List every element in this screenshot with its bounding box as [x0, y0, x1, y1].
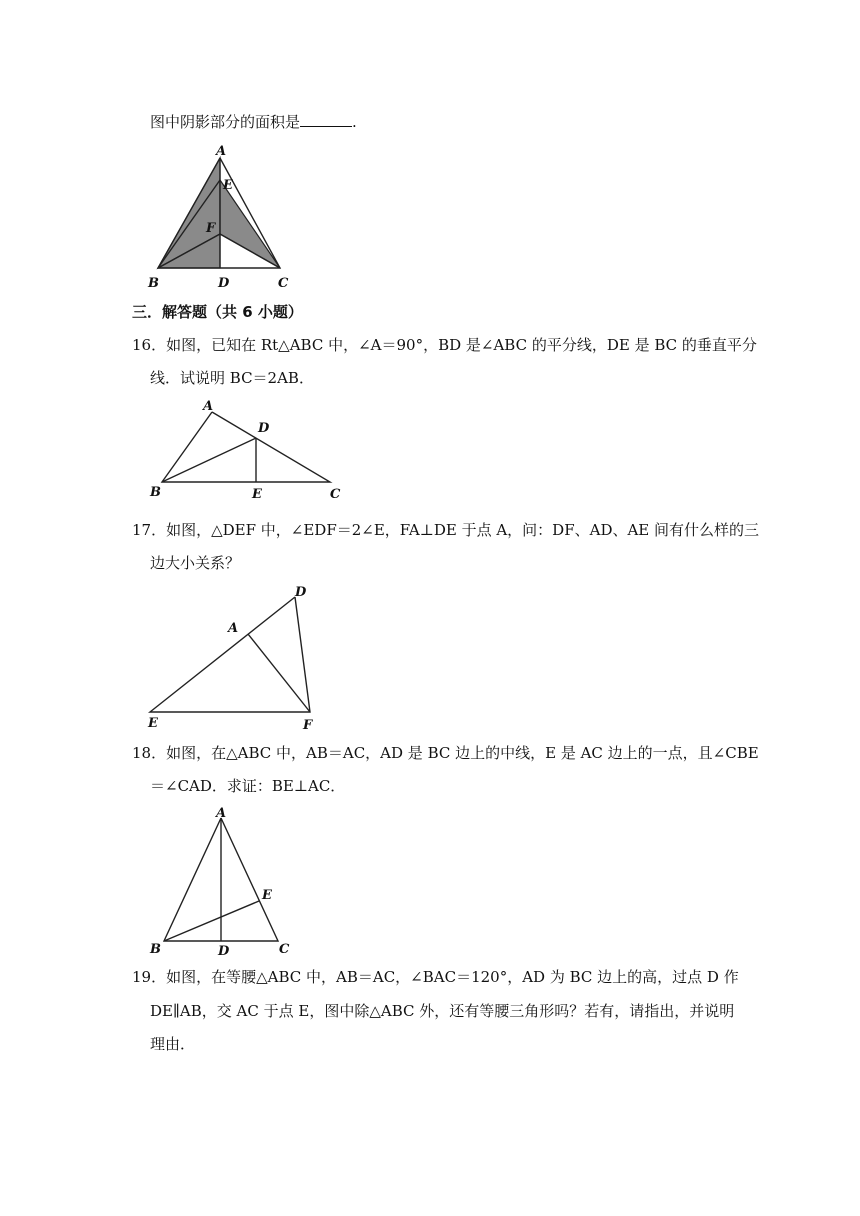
label-a: A: [203, 399, 214, 414]
label-c: C: [279, 942, 290, 957]
triangle-abc: [162, 412, 330, 482]
label-f: F: [206, 221, 216, 236]
q16-line-1: 16．如图，已知在 Rt△ABC 中，∠A＝90°，BD 是∠ABC 的平分线，DE 是 BC 的垂直平分: [132, 336, 757, 354]
label-e: E: [148, 716, 158, 731]
label-d: D: [218, 276, 230, 291]
label-e: E: [262, 888, 272, 903]
shaded-region-ecf: [220, 180, 280, 268]
segment-bd: [162, 438, 256, 482]
q15-end: .: [352, 113, 357, 131]
label-a: A: [216, 806, 227, 821]
triangle-def: [150, 597, 310, 712]
label-f: F: [303, 718, 313, 733]
q17-line-2: 边大小关系？: [150, 554, 241, 572]
q19-line-3: 理由．: [150, 1035, 196, 1053]
label-d: D: [258, 421, 270, 436]
label-e: E: [223, 178, 233, 193]
label-a: A: [228, 621, 239, 636]
q18-line-2: ＝∠CAD．求证：BE⊥AC．: [150, 777, 346, 795]
label-e: E: [252, 487, 262, 502]
label-b: B: [150, 485, 161, 500]
figure-q15-shaded-triangle: [140, 140, 310, 295]
label-c: C: [278, 276, 289, 291]
label-b: B: [150, 942, 161, 957]
q15-fill-in-line: [150, 112, 357, 132]
label-c: C: [330, 487, 341, 502]
figure-q17-triangle-def: [140, 582, 340, 732]
figure-q16-right-triangle: [140, 400, 360, 505]
label-a: A: [216, 144, 227, 159]
q16-line-2: 线．试说明 BC＝2AB．: [150, 369, 314, 387]
label-b: B: [148, 276, 159, 291]
section-heading: 三．解答题（共 6 小题）: [132, 303, 303, 321]
figure-q18-isosceles-triangle: [140, 805, 310, 960]
q19-line-1: 19．如图，在等腰△ABC 中，AB＝AC，∠BAC＝120°，AD 为 BC 边上的高，过点 D 作: [132, 968, 739, 986]
q19-line-2: DE∥AB，交 AC 于点 E，图中除△ABC 外，还有等腰三角形吗？若有，请指出，并说明: [150, 1002, 735, 1020]
segment-be: [164, 901, 259, 941]
label-d: D: [218, 944, 230, 959]
q17-line-1: 17．如图，△DEF 中，∠EDF＝2∠E，FA⊥DE 于点 A，问：DF、AD、AE 间有什么样的三: [132, 521, 760, 539]
q15-text: 图中阴影部分的面积是: [150, 113, 301, 131]
answer-blank: [300, 112, 352, 127]
q18-line-1: 18．如图，在△ABC 中，AB＝AC，AD 是 BC 边上的中线，E 是 AC 边上的一点，且∠CBE: [132, 744, 759, 762]
label-d: D: [295, 585, 307, 600]
